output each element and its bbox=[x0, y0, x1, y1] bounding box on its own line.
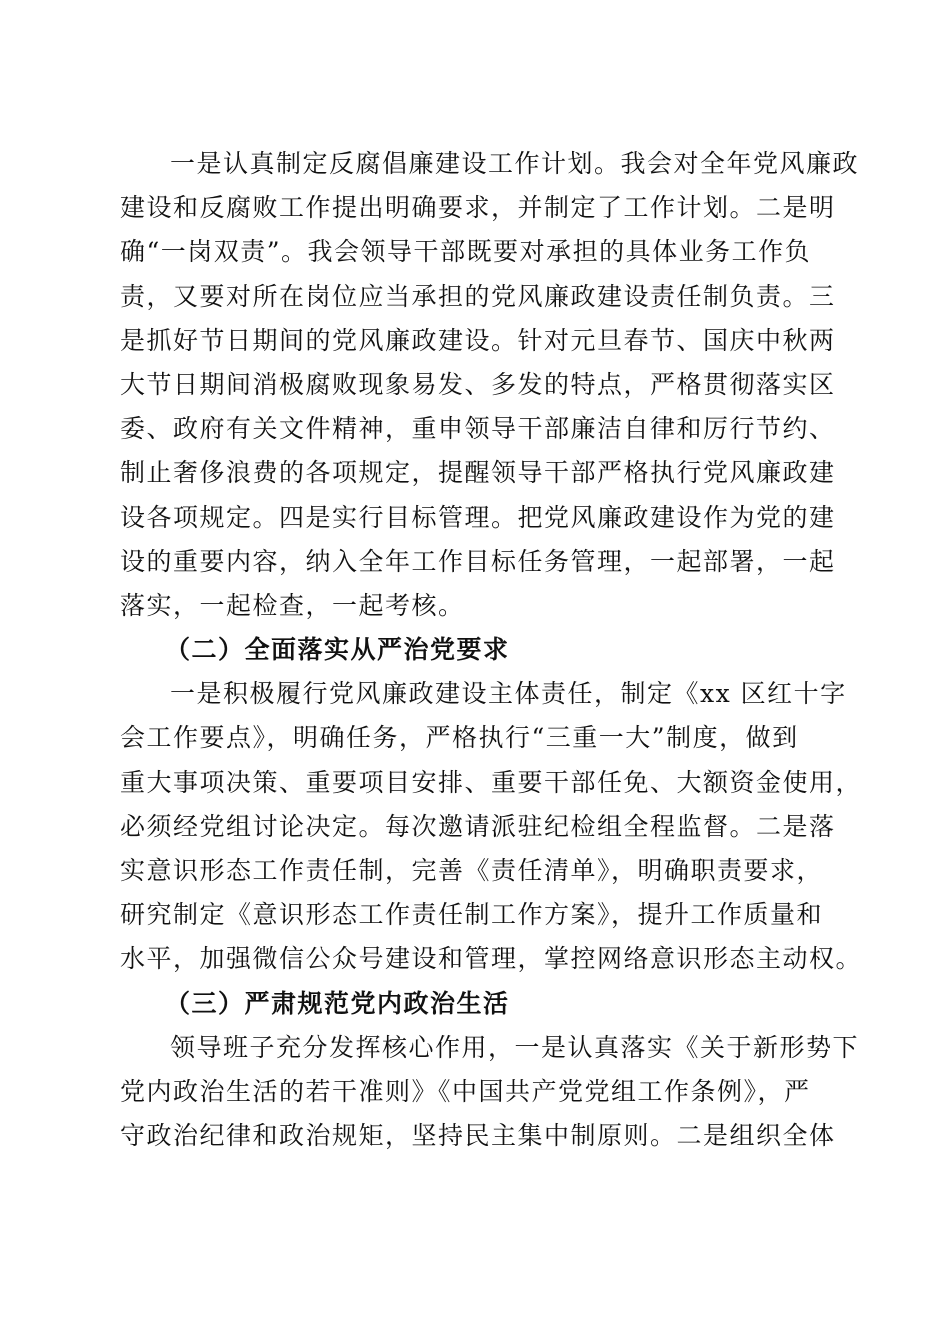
paragraph-line: 大节日期间消极腐败现象易发、多发的特点，严格贯彻落实区 bbox=[120, 369, 836, 399]
paragraph-line: 必须经党组讨论决定。每次邀请派驻纪检组全程监督。二是落 bbox=[120, 811, 836, 841]
document-page bbox=[120, 142, 863, 1158]
paragraph-line: 实意识形态工作责任制，完善《责任清单》，明确职责要求， bbox=[120, 856, 824, 885]
paragraph-line: 会工作要点》，明确任务，严格执行“三重一大”制度，做到 bbox=[120, 723, 799, 753]
paragraph-line: 落实，一起检查，一起考核。 bbox=[120, 590, 465, 620]
paragraph-line: 领导班子充分发挥核心作用，一是认真落实《关于新形势下 bbox=[170, 1032, 860, 1062]
paragraph-line: 党内政治生活的若干准则》《中国共产党党组工作条例》，严 bbox=[120, 1076, 811, 1106]
paragraph-1 bbox=[120, 142, 860, 628]
paragraph-line: 一是积极履行党风廉政建设主体责任，制定《xx 区红十字 bbox=[170, 679, 847, 709]
section-heading: （二）全面落实从严治党要求 bbox=[165, 635, 510, 665]
paragraph-line: 委、政府有关文件精神，重申领导干部廉洁自律和厉行节约、 bbox=[120, 414, 836, 444]
paragraph-line: 确“一岗双责”。我会领导干部既要对承担的具体业务工作负 bbox=[120, 237, 812, 267]
paragraph-line: 制止奢侈浪费的各项规定，提醒领导干部严格执行党风廉政建 bbox=[120, 458, 836, 488]
paragraph-line: 一是认真制定反腐倡廉建设工作计划。我会对全年党风廉政 bbox=[170, 149, 860, 178]
paragraph-line: 设的重要内容，纳入全年工作目标任务管理，一起部署，一起 bbox=[120, 546, 836, 576]
paragraph-line: 建设和反腐败工作提出明确要求，并制定了工作计划。二是明 bbox=[120, 193, 836, 223]
paragraph-line: 重大事项决策、重要项目安排、重要干部任免、大额资金使用， bbox=[120, 767, 863, 797]
paragraph-line: 设各项规定。四是实行目标管理。把党风廉政建设作为党的建 bbox=[120, 502, 836, 532]
paragraph-2 bbox=[120, 672, 863, 981]
paragraph-line: 责，又要对所在岗位应当承担的党风廉政建设责任制负责。三 bbox=[120, 281, 836, 311]
section-heading: （三）严肃规范党内政治生活 bbox=[165, 988, 510, 1018]
paragraph-line: 守政治纪律和政治规矩，坚持民主集中制原则。二是组织全体 bbox=[120, 1121, 836, 1151]
paragraph-line: 水平，加强微信公众号建设和管理，掌控网络意识形态主动权。 bbox=[120, 944, 863, 974]
paragraph-line: 研究制定《意识形态工作责任制工作方案》，提升工作质量和 bbox=[120, 900, 824, 930]
paragraph-line: 是抓好节日期间的党风廉政建设。针对元旦春节、国庆中秋两 bbox=[120, 325, 836, 355]
paragraph-3 bbox=[120, 1026, 860, 1159]
